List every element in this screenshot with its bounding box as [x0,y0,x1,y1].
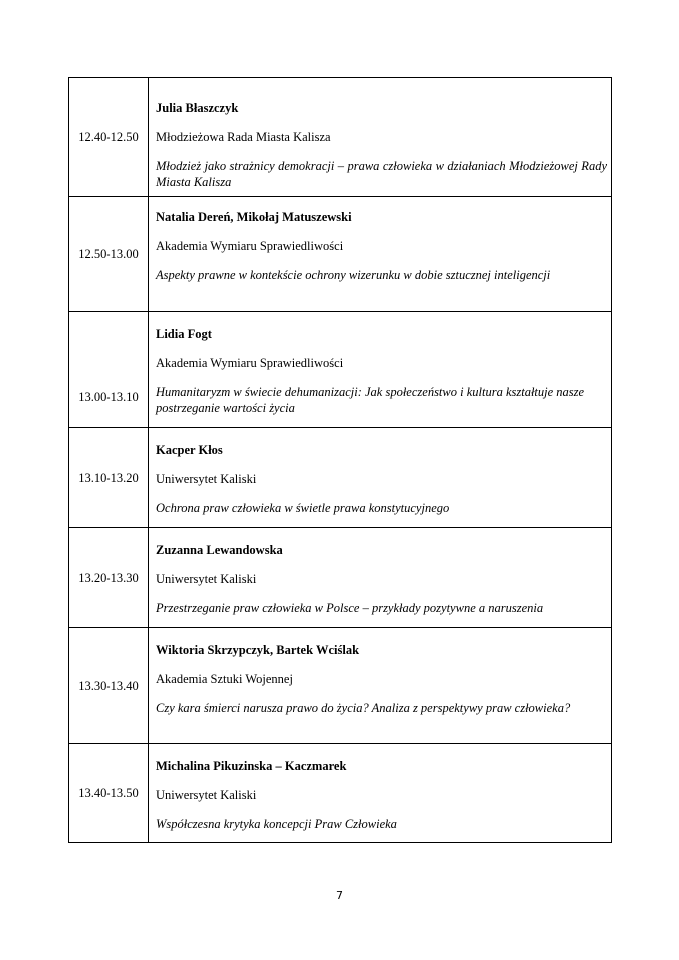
time-slot: 13.30-13.40 [69,628,149,744]
table-row [69,78,612,197]
time-slot: 12.40-12.50 [69,78,149,197]
speaker-name: Lidia Fogt [156,327,212,341]
talk-title: Ochrona praw człowieka w świetle prawa konstytucyjnego [156,501,450,515]
session-info [149,312,612,428]
affiliation: Akademia Sztuki Wojennej [156,672,293,686]
table-row [69,744,612,843]
affiliation: Uniwersytet Kaliski [156,572,257,586]
affiliation: Uniwersytet Kaliski [156,788,257,802]
table-row [69,628,612,744]
table-row [69,312,612,428]
talk-title: Aspekty prawne w kontekście ochrony wizerunku w dobie sztucznej inteligencji [156,268,551,282]
time-slot: 13.20-13.30 [69,528,149,628]
talk-title: Przestrzeganie praw człowieka w Polsce – przykłady pozytywne a naruszenia [156,601,544,615]
talk-title: Młodzież jako strażnicy demokracji – prawa człowieka w działaniach Młodzieżowej Rady Miasta Kalisza [156,159,607,189]
session-info [149,78,612,197]
talk-title: Współczesna krytyka koncepcji Praw Człowieka [156,817,397,831]
page-number: 7 [336,889,343,902]
affiliation: Akademia Wymiaru Sprawiedliwości [156,239,344,253]
speaker-name: Wiktoria Skrzypczyk, Bartek Wciślak [156,643,360,657]
session-info [149,428,612,528]
session-info [149,628,612,744]
schedule-table [68,77,612,843]
time-slot: 13.00-13.10 [69,312,149,428]
speaker-name: Natalia Dereń, Mikołaj Matuszewski [156,210,352,224]
time-slot: 13.40-13.50 [69,744,149,843]
time-slot: 12.50-13.00 [69,197,149,312]
talk-title: Humanitaryzm w świecie dehumanizacji: Jak społeczeństwo i kultura kształtuje nasze postrzeganie wartości życia [156,385,585,415]
speaker-name: Zuzanna Lewandowska [156,543,283,557]
table-row [69,428,612,528]
talk-title: Czy kara śmierci narusza prawo do życia? Analiza z perspektywy praw człowieka? [156,701,571,715]
speaker-name: Kacper Kłos [156,443,223,457]
session-info [149,528,612,628]
table-row [69,528,612,628]
affiliation: Uniwersytet Kaliski [156,472,257,486]
table-row [69,197,612,312]
session-info [149,197,612,312]
speaker-name: Michalina Pikuzinska – Kaczmarek [156,759,347,773]
speaker-name: Julia Błaszczyk [156,101,239,115]
session-info [149,744,612,843]
affiliation: Młodzieżowa Rada Miasta Kalisza [156,130,331,144]
time-slot: 13.10-13.20 [69,428,149,528]
affiliation: Akademia Wymiaru Sprawiedliwości [156,356,344,370]
